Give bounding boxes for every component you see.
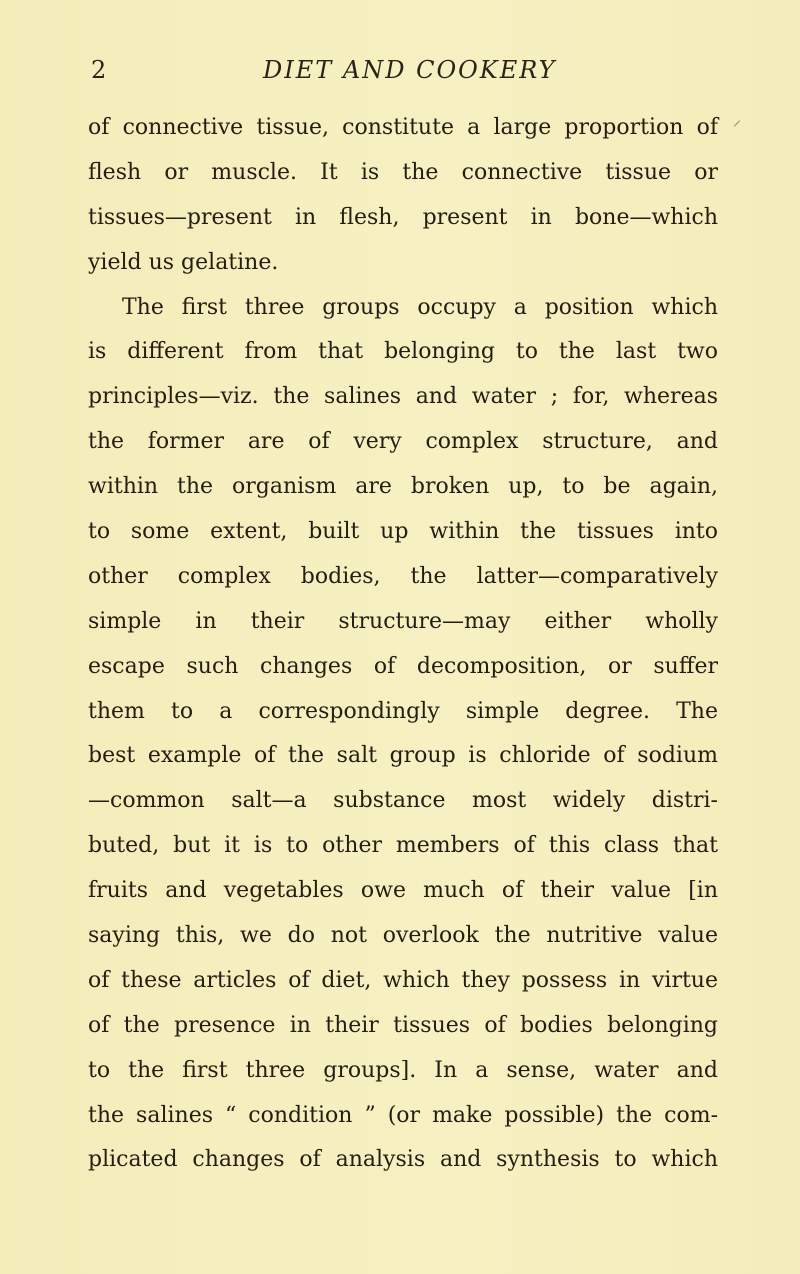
body-text [88,106,718,1183]
text-line: fruits and vegetables owe much of their value [in [88,878,718,904]
text-line: simple in their structure—may either wholly [88,608,718,634]
text-line: them to a correspondingly simple degree. The [88,698,718,724]
text-line: principles—viz. the salines and water ; for, whereas [88,384,718,410]
text-line: of the presence in their tissues of bodies belonging [88,1012,718,1038]
text-line: yield us gelatine. [88,249,279,275]
text-line: to the first three groups]. In a sense, water and [88,1057,718,1083]
text-line: plicated changes of analysis and synthesis to which [88,1147,718,1173]
text-line: the former are of very complex structure, and [88,429,718,455]
text-line: escape such changes of decomposition, or suffer [88,653,718,679]
page-header [0,56,800,96]
text-line: within the organism are broken up, to be again, [88,474,718,500]
text-line: saying this, we do not overlook the nutritive value [88,923,718,949]
text-line: the salines “ condition ” (or make possible) the com- [88,1102,718,1128]
text-line: The first three groups occupy a position which [122,294,718,320]
text-line: tissues—present in flesh, present in bone—which [88,204,718,230]
text-line: of these articles of diet, which they possess in virtue [88,967,718,993]
text-line: best example of the salt group is chloride of sodium [88,743,718,769]
text-line: to some extent, built up within the tissues into [88,519,718,545]
text-line: flesh or muscle. It is the connective tissue or [88,159,718,185]
margin-mark [734,120,740,126]
text-line: buted, but it is to other members of this class that [88,833,718,859]
text-line: —common salt—a substance most widely distri- [88,788,718,814]
text-line: is different from that belonging to the last two [88,339,718,365]
page-number: 2 [91,56,107,84]
text-line: other complex bodies, the latter—comparatively [88,563,718,589]
running-head: DIET AND COOKERY [263,56,557,84]
text-line: of connective tissue, constitute a large proportion of [88,115,718,140]
